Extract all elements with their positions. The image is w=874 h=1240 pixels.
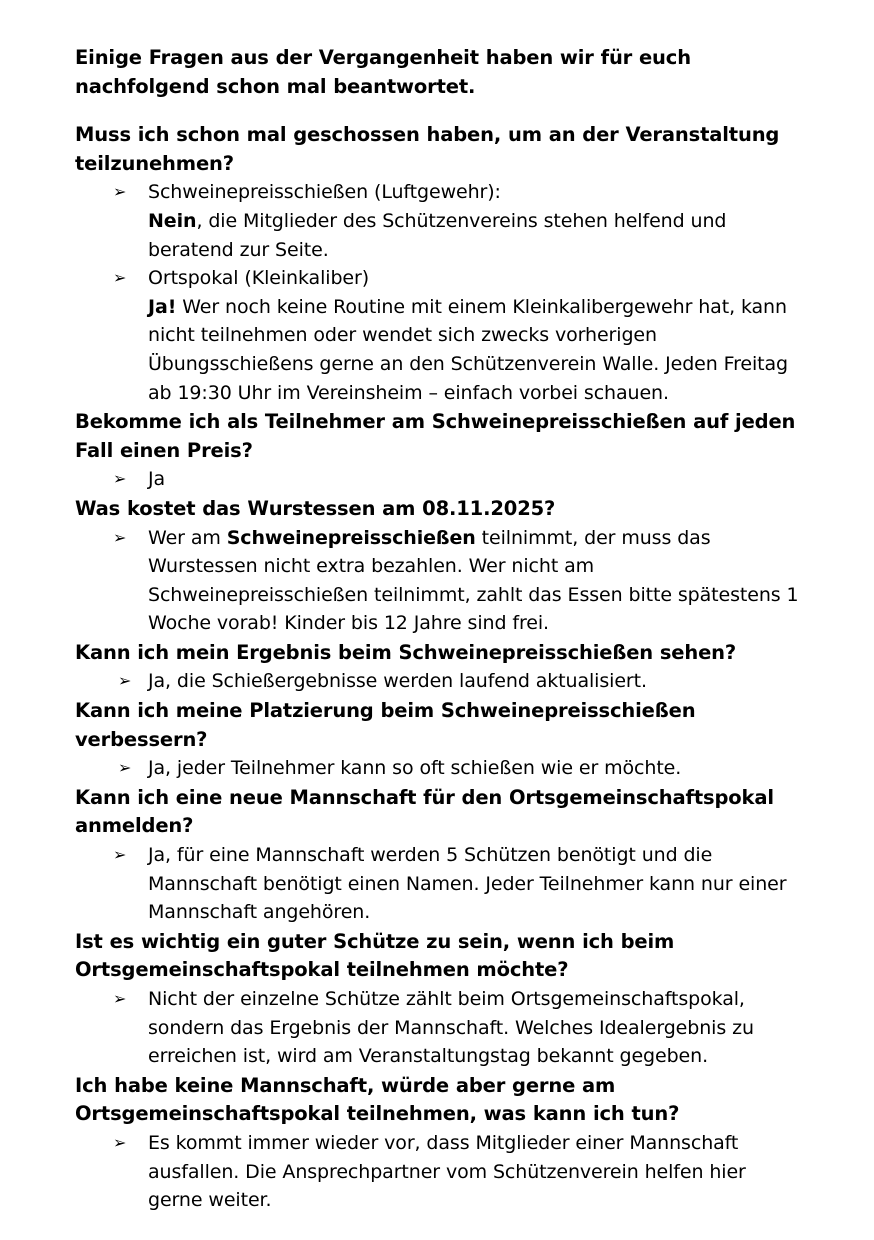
arrowhead-bullet-icon: ➢ bbox=[113, 469, 127, 489]
question-heading-3: Was kostet das Wurstessen am 08.11.2025? bbox=[75, 496, 556, 520]
intro-paragraph: Einige Fragen aus der Vergangenheit haben wir für euch nachfolgend schon mal beantwortet. bbox=[75, 46, 691, 98]
answer-list-7 bbox=[75, 985, 805, 1071]
question-heading-5: Kann ich meine Platzierung beim Schweinepreisschießen verbessern? bbox=[75, 699, 696, 751]
question-heading-2: Bekomme ich als Teilnehmer am Schweinepreisschießen auf jeden Fall einen Preis? bbox=[75, 410, 796, 462]
question-heading-8: Ich habe keine Mannschaft, würde aber gerne am Ortsgemeinschaftspokal teilnehmen, was kann ich tun? bbox=[75, 1073, 680, 1126]
answer-item bbox=[75, 524, 805, 638]
answer-body-text: Ja bbox=[148, 468, 166, 491]
answer-body-text: teilnimmt, der muss das Wurstessen nicht extra bezahlen. Wer nicht am Schweinepreisschießen teilnimmt, zahlt das Essen bitte spätestens 1 Woche vorab! Kinder bis 12 Jahre sind frei. bbox=[148, 526, 799, 635]
arrowhead-bullet-icon: ➢ bbox=[113, 845, 127, 865]
answer-bold-term: Schweinepreisschießen bbox=[226, 526, 476, 549]
arrowhead-bullet-icon: ➢ bbox=[113, 527, 127, 547]
answer-lead-text: Schweinepreisschießen (Luftgewehr): bbox=[148, 181, 501, 204]
question-heading-7: Ist es wichtig ein guter Schütze zu sein, wenn ich beim Ortsgemeinschaftspokal teilnehmen möchte? bbox=[75, 929, 675, 982]
answer-body-text: Ja, die Schießergebnisse werden laufend aktualisiert. bbox=[148, 670, 647, 693]
arrowhead-bullet-icon: ➢ bbox=[113, 1132, 127, 1152]
answer-pre-text: Wer am bbox=[148, 526, 227, 549]
answer-body-text: Nicht der einzelne Schütze zählt beim Ortsgemeinschaftspokal, sondern das Ergebnis der Mannschaft. Welches Idealergebnis zu erreichen ist, wird am Veranstaltungstag bekannt gegeben. bbox=[148, 988, 754, 1068]
arrowhead-bullet-icon: ➢ bbox=[113, 182, 127, 202]
question-heading-1: Muss ich schon mal geschossen haben, um an der Veranstaltung teilzunehmen? bbox=[75, 123, 780, 175]
arrowhead-bullet-icon: ➢ bbox=[118, 671, 132, 691]
answer-item bbox=[75, 841, 805, 927]
answer-bold-prefix: Ja! bbox=[148, 295, 177, 318]
answer-item bbox=[75, 465, 805, 494]
question-heading-6: Kann ich eine neue Mannschaft für den Ortsgemeinschaftspokal anmelden? bbox=[75, 785, 774, 838]
answer-body-text: Wer noch keine Routine mit einem Kleinkalibergewehr hat, kann nicht teilnehmen oder wendet sich zwecks vorherigen Übungsschießens gerne an den Schützenverein Walle. Jeden Freitag ab 19:30 Uhr im Vereinsheim – einfach vorbei schauen. bbox=[148, 295, 789, 404]
answer-body-text: Ja, jeder Teilnehmer kann so oft schießen wie er möchte. bbox=[148, 757, 682, 780]
answer-list-1 bbox=[75, 178, 805, 407]
faq-document bbox=[75, 44, 805, 1215]
arrowhead-bullet-icon: ➢ bbox=[118, 758, 132, 778]
answer-list-5 bbox=[75, 754, 805, 783]
answer-item bbox=[75, 985, 805, 1071]
answer-body-text: Ja, für eine Mannschaft werden 5 Schützen benötigt und die Mannschaft benötigt einen Namen. Jeder Teilnehmer kann nur einer Mannschaft angehören. bbox=[148, 844, 787, 924]
answer-body-text: , die Mitglieder des Schützenvereins stehen helfend und beratend zur Seite. bbox=[148, 209, 727, 261]
answer-list-4 bbox=[75, 667, 805, 696]
answer-list-6 bbox=[75, 841, 805, 927]
answer-list-2 bbox=[75, 465, 805, 494]
answer-item bbox=[75, 1129, 805, 1215]
answer-item bbox=[75, 178, 805, 264]
answer-list-3 bbox=[75, 524, 805, 638]
question-heading-4: Kann ich mein Ergebnis beim Schweinepreisschießen sehen? bbox=[75, 640, 737, 664]
answer-body-text: Es kommt immer wieder vor, dass Mitglieder einer Mannschaft ausfallen. Die Ansprechpartner vom Schützenverein helfen hier gerne weiter. bbox=[148, 1131, 746, 1212]
answer-lead-text: Ortspokal (Kleinkaliber) bbox=[148, 267, 370, 290]
arrowhead-bullet-icon: ➢ bbox=[113, 989, 127, 1008]
arrowhead-bullet-icon: ➢ bbox=[113, 268, 127, 288]
answer-item bbox=[75, 667, 805, 696]
answer-list-8 bbox=[75, 1129, 805, 1215]
answer-bold-prefix: Nein bbox=[148, 209, 197, 232]
answer-item bbox=[75, 264, 805, 407]
answer-item bbox=[75, 754, 805, 783]
